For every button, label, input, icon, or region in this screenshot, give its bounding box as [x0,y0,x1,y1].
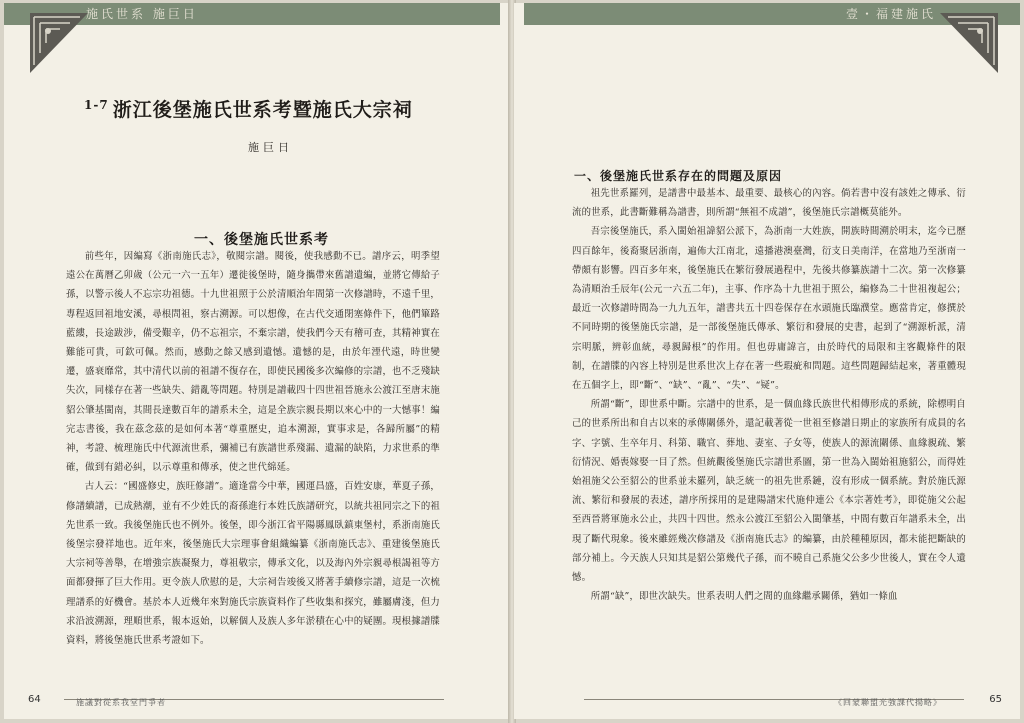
running-footer: 施議對從系我堂門爭者 [76,698,166,707]
body-text [572,184,966,606]
corner-ornament-icon [940,13,998,73]
paragraph: 吾宗後堡施氏，系入閩始祖諱貂公派下，為浙南一大姓族，開族時間溯於明末，迄今已歷四百餘年，後裔聚居浙南，遍佈大江南北，遠播港澳臺灣，衍支日美南洋，在當地乃至浙南一帶頗有影響。四百多年來，後堡施氏在繁衍發展過程中，先後共修纂族譜十二次。第一次修纂為清順治壬辰年(公元一六五二年)，主事、作序為十九世祖于照公，編修為二十世祖複起公；最近一次修譜時間為一九九五年，譜書共五十四卷保存在水頭施氏臨濮堂。應當肯定，修撰於不同時期的後堡施氏宗譜，是一部後堡施氏傳承、繁衍和發展的史書，起到了“溯源析派，清宗明脈，辨彰血統，尋親歸根”的作用。但也毋庸諱言，由於時代的局限和主客觀條件的限制，在譜牒的內容上特別是世系世次上存在著一些瑕疵和問題。這些問題歸結起來，著重體現在五個字上，即“斷”、“缺”、“亂”、“失”、“疑”。 [572,226,966,392]
section-heading: 一、後堡施氏世系存在的問題及原因 [574,169,783,183]
chapter-title [84,95,413,122]
left-running-header: 施氏世系 施巨日 [4,3,500,25]
paragraph: 所謂“斷”，即世系中斷。宗譜中的世系，是一個血緣氏族世代相傳形成的系統，除標明自己的世系所出和自古以來的承傳關係外，還記載著從一世祖至修譜日期止的家族所有成員的名字、字號、生卒年月、科第、職官、葬地、妻室、子女等，使族人的源流關係、血緣親疏、繁衍情況、婚喪嫁娶一目了然。但統觀後堡施氏宗譜世系圖，第一世為入閩始祖施貂公，而得姓始祖施父公至貂公的世系並未羅列，缺乏統一的祖先世系鏈，沒有形成一個系統。對於施氏源流、繁衍和發展的表述，譜序所採用的是建陽譜宋代施仲連公《本宗著姓考》，即從施父公起至西晉將軍施永公止，共四十四世。然永公渡江至貂公入閩肇基，中間有數百年譜系未全，出現了斷代現象。後來雖經幾次修譜及《浙南施氏志》的編纂，由於種種原因，都未能把斷缺的部分補上。今天族人只知其是貂公第幾代子孫，而不曉自己系施父公多少世後人，實在令人遺憾。 [572,399,966,584]
chapter-title-text: 浙江後堡施氏世系考暨施氏大宗祠 [112,99,413,121]
right-running-header: 壹・福建施氏 [524,3,1020,25]
left-page [4,3,510,719]
paragraph: 祖先世系羅列，是譜書中最基本、最重要、最核心的內容。倘若書中沒有該姓之傳承、衍流的世系，此書斷難稱為譜書，則所謂“無祖不成譜”，後堡施氏宗譜概莫能外。 [572,188,966,219]
running-footer: 《回蒙聯盟光強課代揚略》 [834,698,942,707]
section-heading: 一、後堡施氏世系考 [194,232,329,248]
paragraph: 古人云：“國盛修史，族旺修譜”。適逢當今中華，國運昌盛，百姓安康，華夏子孫，修譜續譜，已成熱潮，並有不少姓氏的裔孫進行本姓氏族譜研究，以統共祖同宗之下的祖先世系一致。我後堡施氏也不例外。後堡，即今浙江省平陽縣鳳臥鎮東堡村，系浙南施氏後堡宗發祥地也。近年來，後堡施氏大宗理事會組織編纂《浙南施氏志》、重建後堡施氏大宗祠等善舉，在增強宗族凝聚力，尊祖敬宗，傳承文化，以及海內外宗親尋根謁祖等方面都發揮了巨大作用。更令族人欣慰的是，大宗祠告竣後又將著手續修宗譜，這是一次梳理譜系的好機會。基於本人近幾年來對施氏宗族資料作了些收集和探究，雖屬膚淺，但力求沿波溯源，理順世系，報本返始，以解個人及族人多年淤積在心中的疑團。現根據譜牒資料，將後堡施氏世系考證如下。 [66,481,440,647]
author-name: 施巨日 [248,141,293,154]
right-page [514,3,1020,719]
page-number: 65 [989,694,1002,705]
paragraph: 前些年，因編寫《浙南施氏志》，敬閱宗譜。閱後，使我感動不已。譜序云，明季望遠公在萬曆乙卯歲（公元一六一五年）遷徙後堡時，隨身攜帶來舊譜遺編，並將它傳給子孫，以警示後人不忘宗功祖德。十九世祖照于公於清順治年間第一次修譜時，不遠千里，專程返回祖地安溪，尋根問祖，察古溯源。可以想像，在古代交通閉塞條件下，他們篳路藍縷，長途跋涉，備受艱辛，仍不忘祖宗，不棄宗譜，使我們今天有稽可查，其精神實在難能可貴，可欽可佩。然而，感動之餘又感到遺憾。遺憾的是，由於年湮代遠，時世變遷，盛衰靡常，其中清代以前的祖譜不復存在，即使民國後多次編修的宗譜，也不乏殘缺失次，同樣存在著一些缺失、錯亂等問題。特別是譜載四十四世祖晉施永公渡江至唐末施貂公肇基閩南，其間長達數百年的譜系未全，這是全族宗親長期以來心中的一大憾事！編完志書後，我在茲念茲的是如何本著“尊重歷史，追本溯源，實事求是，各歸所屬”的精神，考證、梳理施氏中代源流世系，彌補已有族譜世系殘漏、遺漏的缺陷，力求世系的準確，做到有錯必糾，以示尊重和傳承，使之世代綿延。 [66,251,440,474]
chapter-number: 1-7 [84,97,109,112]
body-text [66,247,440,650]
paragraph: 所謂“缺”，即世次缺失。世系表明人們之間的血緣繼承關係，猶如一條血 [590,591,898,603]
page-number: 64 [28,694,41,705]
